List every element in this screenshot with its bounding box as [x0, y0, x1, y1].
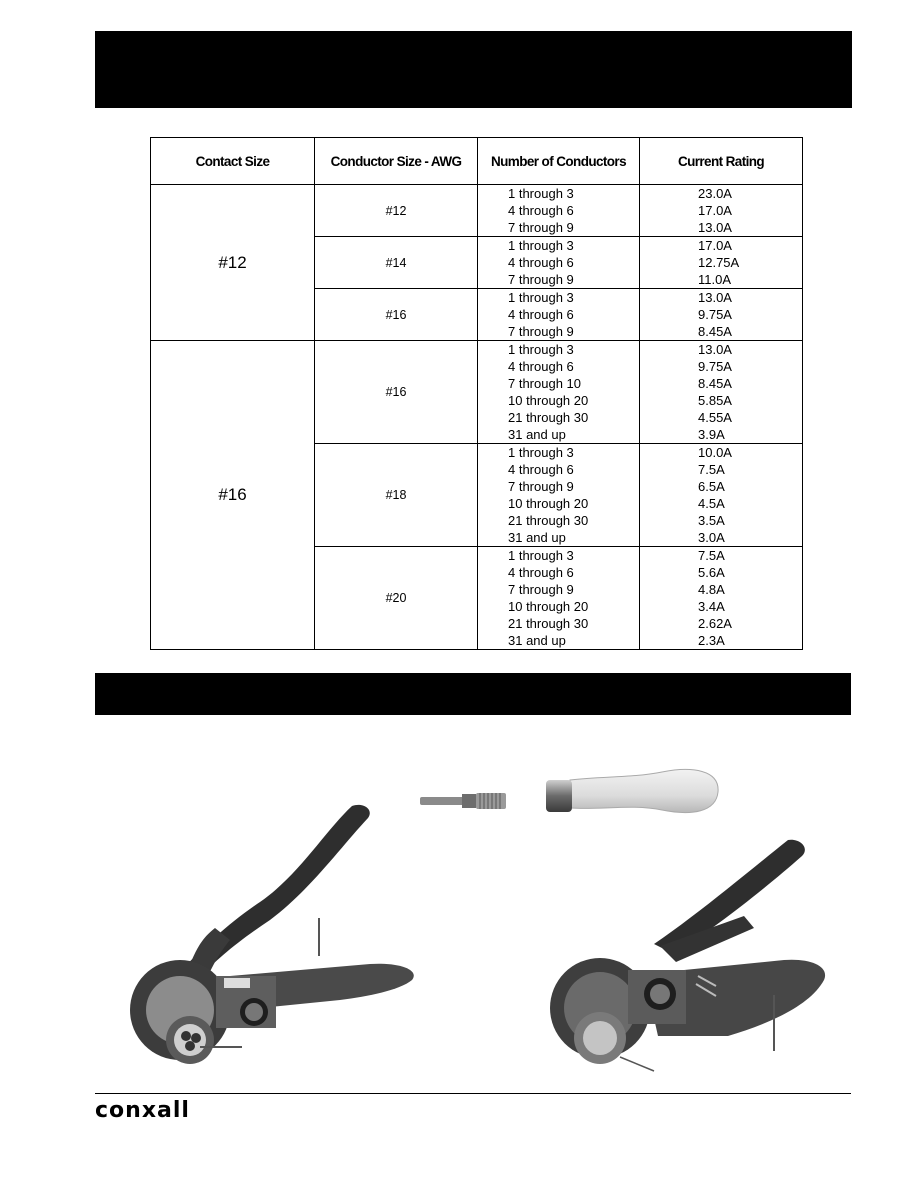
awg-size-cell: #20: [315, 547, 478, 650]
crimp-tool-right-image: [548, 836, 838, 1076]
current-rating-text: 3.5A: [698, 513, 725, 528]
current-rating-text: 10.0A: [698, 445, 732, 460]
current-rating-text: 17.0A: [698, 203, 732, 218]
conductor-count-text: 1 through 3: [508, 548, 574, 563]
current-rating-text: 12.75A: [698, 255, 740, 270]
conductor-count-text: 21 through 30: [508, 513, 589, 528]
current-rating-cell: [640, 547, 803, 650]
conductor-count-text: 31 and up: [508, 530, 566, 545]
conductor-count-text: 7 through 9: [508, 324, 574, 339]
conductor-count-text: 7 through 9: [508, 220, 574, 235]
current-rating-text: 7.5A: [698, 462, 725, 477]
leader-line: [200, 1046, 242, 1048]
conductor-count-text: 31 and up: [508, 427, 566, 442]
number-of-conductors-cell: [478, 547, 640, 650]
number-of-conductors-cell: [478, 444, 640, 547]
conductor-count-text: 21 through 30: [508, 410, 589, 425]
leader-line: [318, 918, 320, 956]
conductor-count-text: 7 through 10: [508, 376, 582, 391]
header-number-of-conductors: Number of Conductors: [478, 138, 640, 185]
conductor-count-text: 10 through 20: [508, 496, 589, 511]
current-rating-text: 13.0A: [698, 220, 732, 235]
conductor-count-text: 4 through 6: [508, 307, 574, 322]
conductor-count-text: 4 through 6: [508, 359, 574, 374]
leader-line: [618, 1055, 658, 1075]
number-of-conductors-cell: [478, 341, 640, 444]
leader-line: [773, 995, 775, 1051]
current-rating-text: 7.5A: [698, 548, 725, 563]
current-rating-text: 4.5A: [698, 496, 725, 511]
current-rating-cell: [640, 444, 803, 547]
awg-size-cell: #12: [315, 185, 478, 237]
current-rating-text: 13.0A: [698, 342, 732, 357]
current-rating-text: 4.55A: [698, 410, 732, 425]
table-row: [151, 341, 803, 444]
current-rating-text: 5.85A: [698, 393, 732, 408]
current-rating-text: 8.45A: [698, 324, 732, 339]
header-current-rating: Current Rating: [640, 138, 803, 185]
awg-size-cell: #16: [315, 289, 478, 341]
number-of-conductors-cell: [478, 289, 640, 341]
conductor-count-text: 7 through 9: [508, 479, 574, 494]
section-bar: [95, 673, 851, 715]
conductor-count-text: 4 through 6: [508, 255, 574, 270]
current-rating-text: 11.0A: [698, 272, 732, 287]
conductor-count-text: 7 through 9: [508, 582, 574, 597]
current-rating-text: 17.0A: [698, 238, 732, 253]
current-rating-text: 6.5A: [698, 479, 725, 494]
brand-logo: conxall: [95, 1098, 190, 1123]
header-bar: [95, 31, 852, 108]
current-rating-text: 4.8A: [698, 582, 725, 597]
extraction-tool-pin-image: [418, 788, 510, 814]
table-header-row: [151, 138, 803, 185]
header-contact-size: Contact Size: [151, 138, 315, 185]
contact-size-cell: #16: [151, 341, 315, 650]
contact-size-cell: #12: [151, 185, 315, 341]
footer-rule: [95, 1093, 851, 1094]
conductor-count-text: 7 through 9: [508, 272, 574, 287]
current-rating-cell: [640, 237, 803, 289]
number-of-conductors-cell: [478, 237, 640, 289]
current-rating-text: 13.0A: [698, 290, 732, 305]
awg-size-cell: #18: [315, 444, 478, 547]
current-rating-text: 8.45A: [698, 376, 732, 391]
current-rating-text: 23.0A: [698, 186, 732, 201]
conductor-count-text: 31 and up: [508, 633, 566, 648]
conductor-count-text: 1 through 3: [508, 290, 574, 305]
current-rating-text: 5.6A: [698, 565, 725, 580]
awg-size-cell: #16: [315, 341, 478, 444]
current-rating-text: 2.3A: [698, 633, 725, 648]
conductor-count-text: 1 through 3: [508, 445, 574, 460]
conductor-count-text: 1 through 3: [508, 342, 574, 357]
tool-handle-image: [542, 764, 722, 824]
current-rating-cell: [640, 341, 803, 444]
conductor-count-text: 4 through 6: [508, 203, 574, 218]
conductor-count-text: 4 through 6: [508, 462, 574, 477]
conductor-count-text: 4 through 6: [508, 565, 574, 580]
crimp-tool-left-image: [120, 800, 420, 1080]
current-rating-cell: [640, 289, 803, 341]
current-rating-text: 2.62A: [698, 616, 732, 631]
current-rating-text: 3.9A: [698, 427, 725, 442]
current-rating-text: 9.75A: [698, 307, 732, 322]
header-conductor-size: Conductor Size - AWG: [315, 138, 478, 185]
conductor-count-text: 10 through 20: [508, 599, 589, 614]
conductor-count-text: 21 through 30: [508, 616, 589, 631]
current-rating-text: 3.0A: [698, 530, 725, 545]
awg-size-cell: #14: [315, 237, 478, 289]
conductor-count-text: 1 through 3: [508, 238, 574, 253]
current-rating-text: 9.75A: [698, 359, 732, 374]
conductor-count-text: 1 through 3: [508, 186, 574, 201]
current-rating-table: [150, 137, 803, 650]
conductor-count-text: 10 through 20: [508, 393, 589, 408]
current-rating-text: 3.4A: [698, 599, 725, 614]
table-row: [151, 185, 803, 237]
number-of-conductors-cell: [478, 185, 640, 237]
current-rating-cell: [640, 185, 803, 237]
